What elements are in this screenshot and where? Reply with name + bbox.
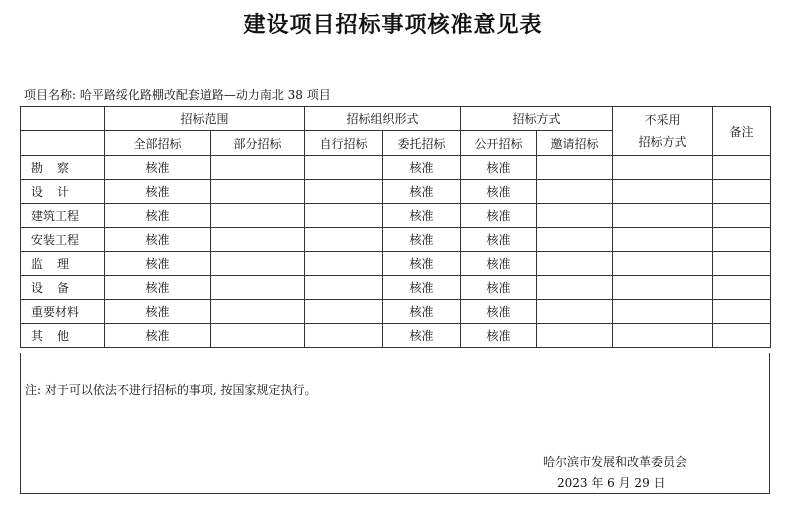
cell-partial: [211, 180, 305, 204]
cell-invited: [537, 180, 613, 204]
cell-entrusted: 核准: [383, 324, 461, 348]
cell-public: 核准: [461, 300, 537, 324]
cell-remarks: [713, 228, 771, 252]
cell-partial: [211, 324, 305, 348]
cell-invited: [537, 324, 613, 348]
cell-self: [305, 156, 383, 180]
cell-remarks: [713, 204, 771, 228]
cell-entrusted: 核准: [383, 228, 461, 252]
cell-entrusted: 核准: [383, 276, 461, 300]
row-label: 其他: [21, 324, 105, 348]
cell-invited: [537, 300, 613, 324]
cell-not-adopted: [613, 300, 713, 324]
cell-full: 核准: [105, 156, 211, 180]
cell-partial: [211, 156, 305, 180]
header-full: 全部招标: [105, 131, 211, 156]
row-label: 建筑工程: [21, 204, 105, 228]
cell-not-adopted: [613, 204, 713, 228]
table-row: [21, 252, 771, 276]
header-scope: 招标范围: [105, 107, 305, 131]
page-title: 建设项目招标事项核准意见表: [243, 12, 543, 38]
header-invited: 邀请招标: [537, 131, 613, 156]
table-row: [21, 204, 771, 228]
cell-public: 核准: [461, 180, 537, 204]
cell-remarks: [713, 180, 771, 204]
cell-invited: [537, 204, 613, 228]
table-row: [21, 300, 771, 324]
cell-full: 核准: [105, 300, 211, 324]
cell-self: [305, 228, 383, 252]
cell-not-adopted: [613, 228, 713, 252]
row-label: 设备: [21, 276, 105, 300]
cell-entrusted: 核准: [383, 204, 461, 228]
cell-full: 核准: [105, 180, 211, 204]
project-name-line: 项目名称: 哈平路绥化路棚改配套道路—动力南北 38 项目: [24, 88, 331, 102]
note-text: 注: 对于可以依法不进行招标的事项, 按国家规定执行。: [25, 383, 317, 397]
row-label: 重要材料: [21, 300, 105, 324]
cell-entrusted: 核准: [383, 252, 461, 276]
cell-invited: [537, 276, 613, 300]
header-method: 招标方式: [461, 107, 613, 131]
cell-public: 核准: [461, 324, 537, 348]
cell-public: 核准: [461, 252, 537, 276]
cell-not-adopted: [613, 276, 713, 300]
cell-self: [305, 324, 383, 348]
row-label: 安装工程: [21, 228, 105, 252]
header-entrusted: 委托招标: [383, 131, 461, 156]
cell-full: 核准: [105, 276, 211, 300]
cell-full: 核准: [105, 228, 211, 252]
cell-self: [305, 300, 383, 324]
approval-table: [20, 106, 771, 348]
cell-entrusted: 核准: [383, 156, 461, 180]
cell-partial: [211, 276, 305, 300]
cell-public: 核准: [461, 276, 537, 300]
row-label: 设计: [21, 180, 105, 204]
cell-full: 核准: [105, 252, 211, 276]
issuing-organization: 哈尔滨市发展和改革委员会: [543, 455, 688, 469]
cell-remarks: [713, 156, 771, 180]
cell-entrusted: 核准: [383, 300, 461, 324]
cell-remarks: [713, 276, 771, 300]
header-organization: 招标组织形式: [305, 107, 461, 131]
cell-full: 核准: [105, 204, 211, 228]
cell-self: [305, 204, 383, 228]
cell-not-adopted: [613, 324, 713, 348]
cell-not-adopted: [613, 156, 713, 180]
header-self: 自行招标: [305, 131, 383, 156]
cell-self: [305, 180, 383, 204]
cell-public: 核准: [461, 156, 537, 180]
header-not-adopted: [613, 107, 713, 156]
cell-partial: [211, 228, 305, 252]
cell-public: 核准: [461, 228, 537, 252]
cell-self: [305, 276, 383, 300]
cell-full: 核准: [105, 324, 211, 348]
cell-partial: [211, 252, 305, 276]
corner-cell: [21, 107, 105, 131]
cell-entrusted: 核准: [383, 180, 461, 204]
cell-not-adopted: [613, 180, 713, 204]
header-row-1: [21, 107, 771, 131]
header-partial: 部分招标: [211, 131, 305, 156]
cell-partial: [211, 204, 305, 228]
cell-remarks: [713, 324, 771, 348]
cell-remarks: [713, 300, 771, 324]
table-row: [21, 324, 771, 348]
cell-invited: [537, 156, 613, 180]
cell-remarks: [713, 252, 771, 276]
header-public: 公开招标: [461, 131, 537, 156]
cell-self: [305, 252, 383, 276]
table-row: [21, 228, 771, 252]
row-label: 监理: [21, 252, 105, 276]
corner-cell-2: [21, 131, 105, 156]
cell-partial: [211, 300, 305, 324]
cell-public: 核准: [461, 204, 537, 228]
note-signature-box: [20, 353, 770, 494]
header-not-adopted-line1: 不采用: [644, 113, 681, 127]
cell-not-adopted: [613, 252, 713, 276]
table-row: [21, 180, 771, 204]
row-label: 勘察: [21, 156, 105, 180]
header-not-adopted-line2: 招标方式: [638, 135, 687, 149]
cell-invited: [537, 252, 613, 276]
cell-invited: [537, 228, 613, 252]
header-remarks: 备注: [713, 107, 771, 156]
table-row: [21, 156, 771, 180]
table-row: [21, 276, 771, 300]
issue-date: 2023 年 6 月 29 日: [557, 476, 666, 490]
